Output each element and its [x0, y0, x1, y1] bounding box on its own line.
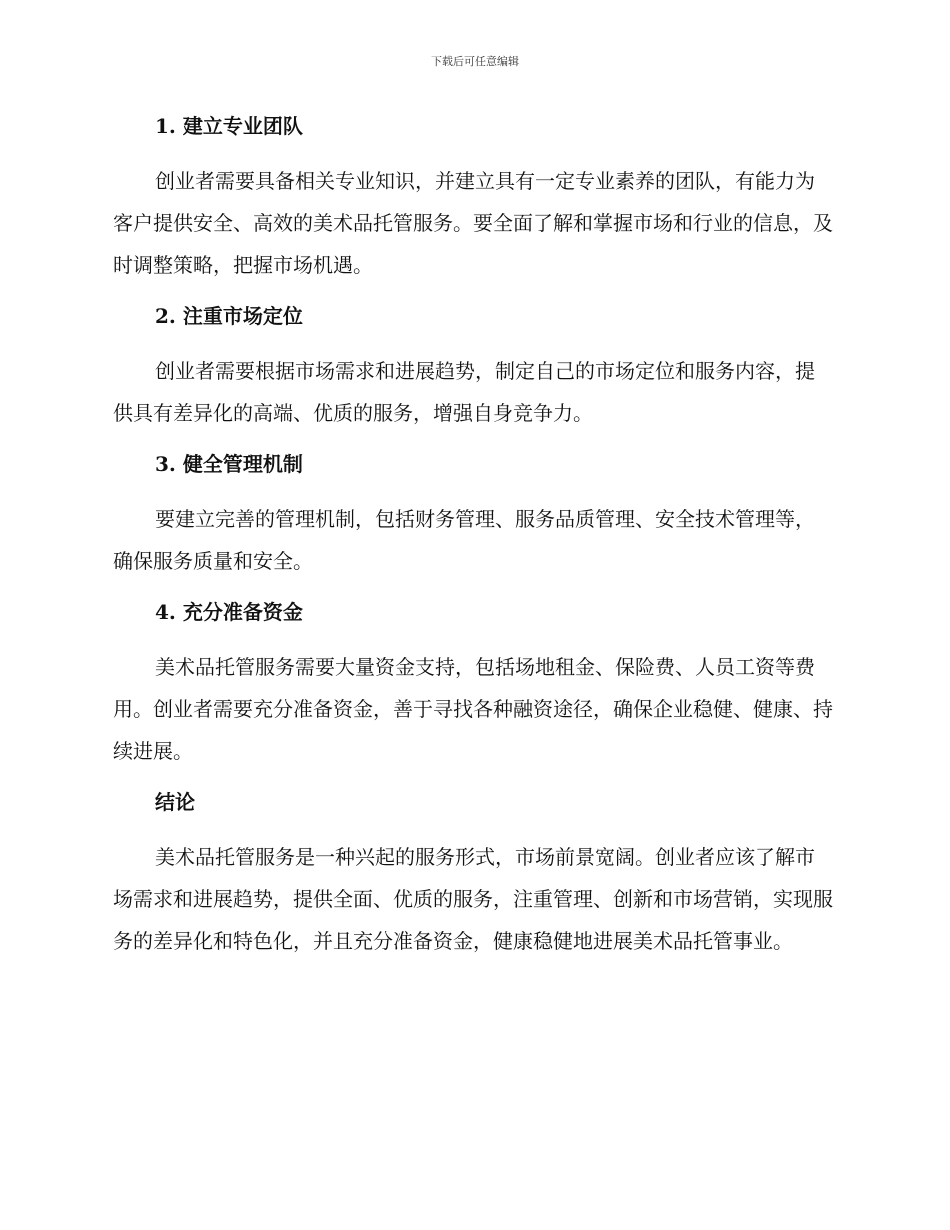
page-header: 下载后可任意编辑	[431, 55, 519, 68]
document-body	[113, 108, 833, 962]
section-heading-management: 3. 健全管理机制	[155, 452, 303, 476]
section-paragraph-conclusion: 美术品托管服务是一种兴起的服务形式，市场前景宽阔。创业者应该了解市场需求和进展趋势，提供全面、优质的服务，注重管理、创新和市场营销，实现服务的差异化和特色化，并且充分准备资金，健康稳健地进展美术品托管事业。	[113, 845, 833, 953]
section-heading-funding: 4. 充分准备资金	[155, 600, 303, 624]
section-paragraph-funding: 美术品托管服务需要大量资金支持，包括场地租金、保险费、人员工资等费用。创业者需要充分准备资金，善于寻找各种融资途径，确保企业稳健、健康、持续进展。	[113, 655, 833, 763]
section-paragraph-positioning: 创业者需要根据市场需求和进展趋势，制定自己的市场定位和服务内容，提供具有差异化的高端、优质的服务，增强自身竞争力。	[113, 359, 815, 425]
section-heading-positioning: 2. 注重市场定位	[155, 304, 303, 328]
section-paragraph-management: 要建立完善的管理机制，包括财务管理、服务品质管理、安全技术管理等，确保服务质量和安全。	[113, 507, 815, 573]
section-paragraph-team: 创业者需要具备相关专业知识，并建立具有一定专业素养的团队，有能力为客户提供安全、高效的美术品托管服务。要全面了解和掌握市场和行业的信息，及时调整策略，把握市场机遇。	[113, 169, 833, 277]
section-heading-team: 1. 建立专业团队	[155, 114, 303, 138]
section-heading-conclusion: 结论	[155, 790, 195, 814]
